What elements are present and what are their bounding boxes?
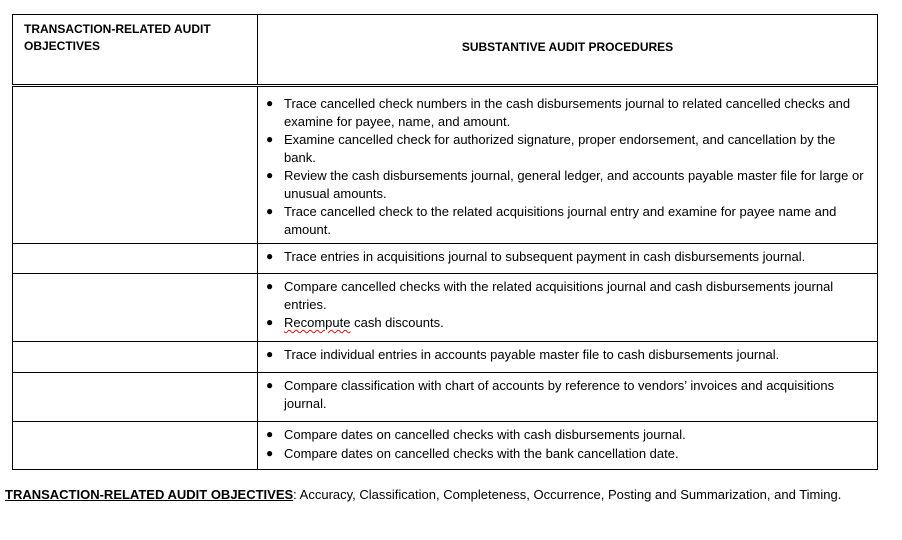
procedure-list [258,342,877,369]
bullet-icon: ● [266,427,274,441]
header-objectives[interactable]: TRANSACTION-RELATED AUDIT OBJECTIVES [13,15,258,86]
objective-cell[interactable] [13,274,258,342]
footnote-label: TRANSACTION-RELATED AUDIT OBJECTIVES [5,487,294,502]
bullet-icon: ● [266,249,274,263]
procedure-item [266,314,869,332]
procedure-item [266,167,869,202]
table-header-row [13,15,878,86]
procedure-item [266,278,869,313]
audit-procedures-table [12,14,878,470]
procedures-cell[interactable] [258,342,878,373]
procedure-item [266,95,869,130]
procedure-item [266,426,869,444]
procedure-text: Review the cash disbursements journal, general ledger, and accounts payable master file for large or unusual amounts. [284,168,864,201]
procedure-text: cash discounts. [354,315,444,330]
objective-cell[interactable] [13,244,258,274]
procedure-text: Compare cancelled checks with the related acquisitions journal and cash disbursements journal entries. [284,279,834,312]
table-row [13,86,878,244]
procedure-item [266,346,869,364]
procedure-list [258,244,877,271]
procedure-item [266,203,869,238]
procedure-item [266,377,869,412]
procedure-text: Compare dates on cancelled checks with the bank cancellation date. [284,445,679,461]
objective-cell[interactable] [13,422,258,470]
bullet-icon: ● [266,96,274,110]
bullet-icon: ● [266,445,274,460]
bullet-icon: ● [266,168,274,182]
footnote-text: : Accuracy, Classification, Completeness, Occurrence, Posting and Summarization, and Timing. [293,487,842,502]
procedure-text: Trace individual entries in accounts payable master file to cash disbursements journal. [284,347,780,362]
table-row [13,244,878,274]
objective-cell[interactable] [13,342,258,373]
bullet-icon: ● [266,315,274,329]
procedures-cell[interactable] [258,373,878,422]
bullet-icon: ● [266,204,274,218]
header-procedures[interactable]: SUBSTANTIVE AUDIT PROCEDURES [258,15,878,86]
objective-cell[interactable] [13,86,258,244]
procedure-text: Trace cancelled check numbers in the cash disbursements journal to related cancelled checks and examine for payee, name, and amount. [284,96,851,129]
bullet-icon: ● [266,378,274,392]
procedures-cell[interactable] [258,86,878,244]
table-row [13,342,878,373]
spellcheck-flagged-word[interactable]: Recompute [284,315,351,330]
procedure-text: Trace entries in acquisitions journal to subsequent payment in cash disbursements journal. [284,249,806,264]
procedure-text: Compare classification with chart of accounts by reference to vendors’ invoices and acquisitions journal. [284,378,835,411]
procedure-list [258,373,877,417]
procedure-item [266,445,869,463]
procedures-cell[interactable] [258,244,878,274]
procedure-text: Compare dates on cancelled checks with cash disbursements journal. [284,427,686,442]
procedures-cell[interactable] [258,274,878,342]
procedure-text: Examine cancelled check for authorized signature, proper endorsement, and cancellation by the bank. [284,132,836,165]
table-row [13,274,878,342]
procedure-list [258,87,877,243]
table-row [13,373,878,422]
bullet-icon: ● [266,279,274,293]
table-row [13,422,878,470]
objectives-footnote [5,486,841,503]
procedure-text: Trace cancelled check to the related acquisitions journal entry and examine for payee name and amount. [284,204,837,237]
procedure-item [266,131,869,166]
procedure-list [258,274,877,337]
procedures-cell[interactable] [258,422,878,470]
objective-cell[interactable] [13,373,258,422]
procedure-item [266,248,869,266]
procedure-list [258,422,877,467]
bullet-icon: ● [266,132,274,146]
bullet-icon: ● [266,347,274,361]
